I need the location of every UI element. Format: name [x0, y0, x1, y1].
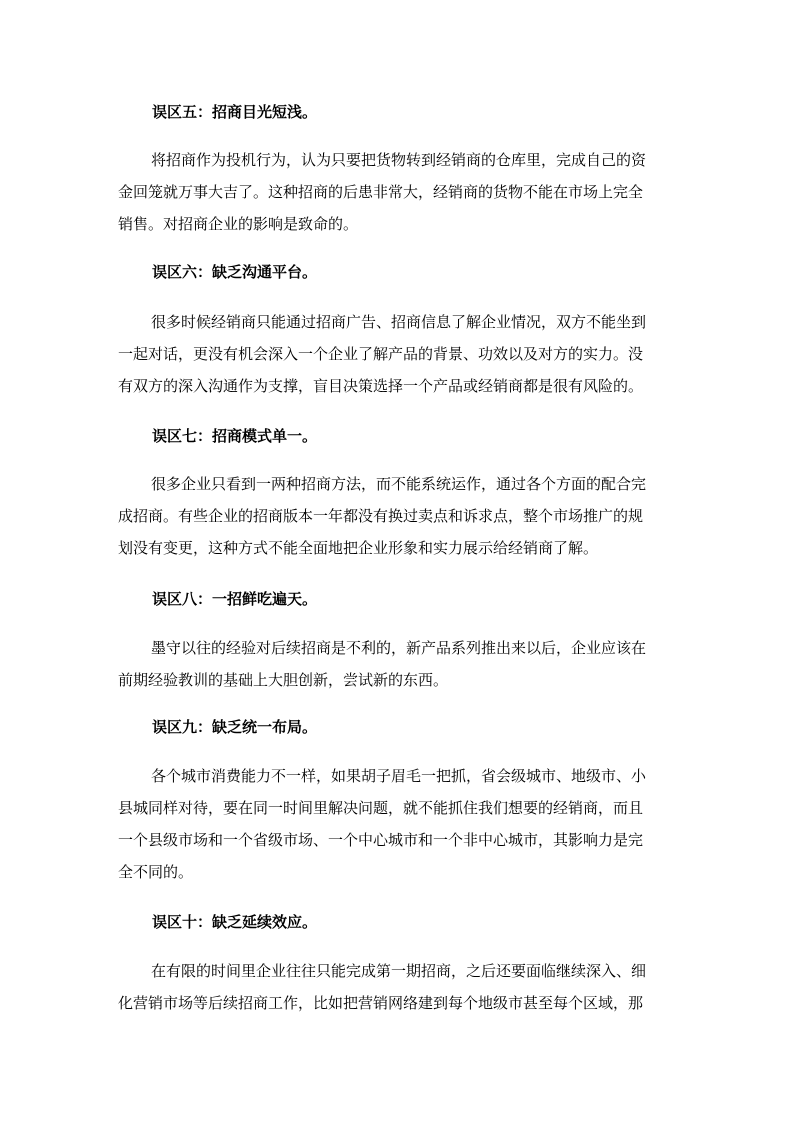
section-heading-6: 误区六：缺乏沟通平台。 — [152, 263, 318, 281]
section-paragraph-9 — [118, 760, 678, 888]
paragraph-line: 很多时候经销商只能通过招商广告、招商信息了解企业情况，双方不能坐到 — [151, 313, 647, 331]
section-paragraph-8 — [118, 632, 678, 696]
paragraph-line: 各个城市消费能力不一样，如果胡子眉毛一把抓，省会级城市、地级市、小 — [151, 767, 647, 785]
paragraph-line: 销售。对招商企业的影响是致命的。 — [118, 215, 359, 233]
paragraph-line: 全不同的。 — [118, 863, 194, 881]
section-heading-10: 误区十：缺乏延续效应。 — [152, 913, 318, 931]
paragraph-line: 将招商作为投机行为，认为只要把货物转到经销商的仓库里，完成自己的资 — [151, 151, 647, 169]
section-heading-5: 误区五：招商目光短浅。 — [152, 103, 318, 121]
paragraph-line: 墨守以往的经验对后续招商是不利的，新产品系列推出来以后，企业应该在 — [151, 639, 647, 657]
paragraph-line: 县城同样对待，要在同一时间里解决问题，就不能抓住我们想要的经销商，而且 — [118, 799, 644, 817]
section-paragraph-6 — [118, 306, 678, 402]
section-paragraph-7 — [118, 468, 678, 564]
paragraph-line: 金回笼就万事大吉了。这种招商的后患非常大，经销商的货物不能在市场上完全 — [118, 183, 644, 201]
paragraph-line: 前期经验教训的基础上大胆创新，尝试新的东西。 — [118, 671, 449, 689]
paragraph-line: 很多企业只看到一两种招商方法，而不能系统运作，通过各个方面的配合完 — [151, 475, 647, 493]
paragraph-line: 成招商。有些企业的招商版本一年都没有换过卖点和诉求点，整个市场推广的规 — [118, 507, 644, 525]
paragraph-line: 一起对话，更没有机会深入一个企业了解产品的背景、功效以及对方的实力。没 — [118, 345, 644, 363]
section-heading-7: 误区七：招商模式单一。 — [152, 427, 318, 445]
section-heading-8: 误区八：一招鲜吃遍天。 — [152, 590, 318, 608]
paragraph-line: 一个县级市场和一个省级市场、一个中心城市和一个非中心城市，其影响力是完 — [118, 831, 644, 849]
section-paragraph-10 — [118, 955, 678, 1019]
paragraph-line: 化营销市场等后续招商工作，比如把营销网络建到每个地级市甚至每个区域，那 — [118, 994, 644, 1012]
section-paragraph-5 — [118, 144, 678, 240]
paragraph-line: 有双方的深入沟通作为支撑，盲目决策选择一个产品或经销商都是很有风险的。 — [118, 377, 644, 395]
paragraph-line: 划没有变更，这种方式不能全面地把企业形象和实力展示给经销商了解。 — [118, 539, 599, 557]
section-heading-9: 误区九：缺乏统一布局。 — [152, 718, 318, 736]
paragraph-line: 在有限的时间里企业往往只能完成第一期招商，之后还要面临继续深入、细 — [151, 962, 647, 980]
